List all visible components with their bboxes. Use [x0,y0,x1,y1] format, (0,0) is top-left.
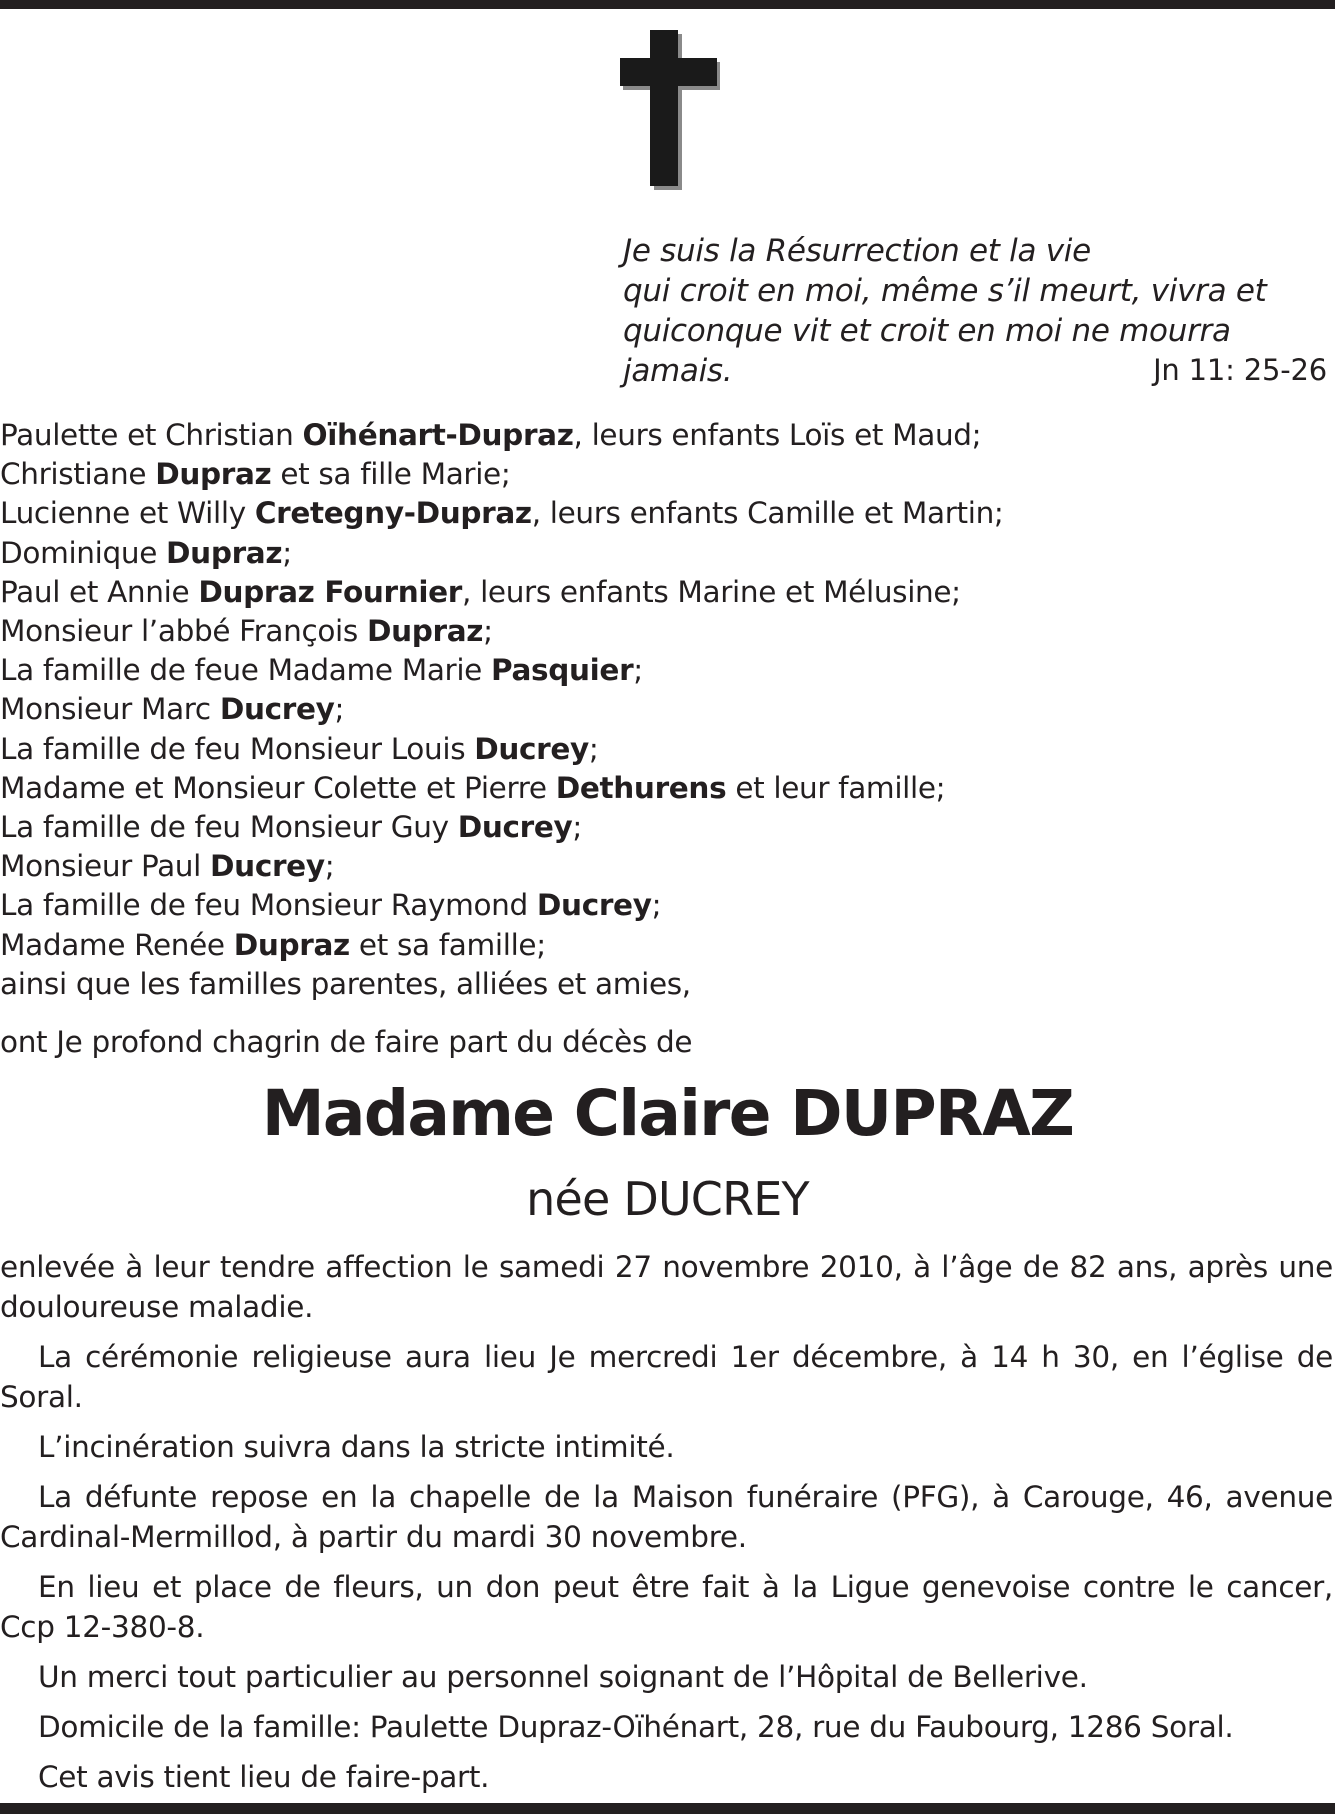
announcement-details [0,1247,1333,1807]
mourner-line: Christiane Dupraz et sa fille Marie; [0,457,511,492]
deceased-maiden-name: née DUCREY [526,1172,809,1226]
mourner-line: Monsieur Marc Ducrey; [0,692,345,727]
mourner-line: La famille de feu Monsieur Raymond Ducrey; [0,888,662,923]
verse-line: quiconque vit et croit en moi ne mourra jamais. [623,313,1231,389]
latin-cross-icon [620,30,722,190]
detail-paragraph: La défunte repose en la chapelle de la Maison funéraire (PFG), à Carouge, 46, avenue Cardinal-Mermillod, à partir du mardi 30 novembre. [0,1480,1333,1554]
detail-paragraph: En lieu et place de fleurs, un don peut être fait à la Ligue genevoise contre le cancer, Ccp 12-380-8. [0,1570,1333,1644]
mourner-line: La famille de feue Madame Marie Pasquier; [0,653,643,688]
detail-paragraph: Cet avis tient lieu de faire-part. [38,1760,490,1794]
announcement-intro: ont Je profond chagrin de faire part du décès de [0,1025,693,1059]
detail-paragraph: L’incinération suivra dans la stricte intimité. [38,1430,675,1464]
detail-paragraph: Domicile de la famille: Paulette Dupraz-Oïhénart, 28, rue du Faubourg, 1286 Soral. [38,1710,1234,1744]
mourner-line: La famille de feu Monsieur Guy Ducrey; [0,810,582,845]
detail-paragraph: Un merci tout particulier au personnel soignant de l’Hôpital de Bellerive. [38,1660,1088,1694]
mourners-list [0,416,1335,1004]
detail-paragraph: La cérémonie religieuse aura lieu Je mercredi 1er décembre, à 14 h 30, en l’église de Soral. [0,1340,1333,1414]
verse-reference: Jn 11: 25-26 [1153,353,1327,387]
verse-line: qui croit en moi, même s’il meurt, vivra et [623,273,1267,309]
mourner-line: Monsieur Paul Ducrey; [0,849,335,884]
mourner-line: Paul et Annie Dupraz Fournier, leurs enfants Marine et Mélusine; [0,574,961,609]
deceased-name: Madame Claire DUPRAZ [261,1077,1074,1150]
mourner-line: Monsieur l’abbé François Dupraz; [0,614,493,649]
mourner-line: ainsi que les familles parentes, alliées et amies, [0,966,691,1001]
detail-paragraph: enlevée à leur tendre affection le samedi 27 novembre 2010, à l’âge de 82 ans, après une douloureuse maladie. [0,1250,1333,1324]
mourner-line: La famille de feu Monsieur Louis Ducrey; [0,731,599,766]
mourner-line: Madame Renée Dupraz et sa famille; [0,927,546,962]
mourner-line: Lucienne et Willy Cretegny-Dupraz, leurs enfants Camille et Martin; [0,496,1004,531]
top-rule [0,0,1335,9]
bottom-rule [0,1803,1335,1814]
mourner-line: Madame et Monsieur Colette et Pierre Dethurens et leur famille; [0,770,946,805]
mourner-line: Dominique Dupraz; [0,535,292,570]
mourner-line: Paulette et Christian Oïhénart-Dupraz, leurs enfants Loïs et Maud; [0,418,982,452]
verse-line: Je suis la Résurrection et la vie [623,233,1091,269]
